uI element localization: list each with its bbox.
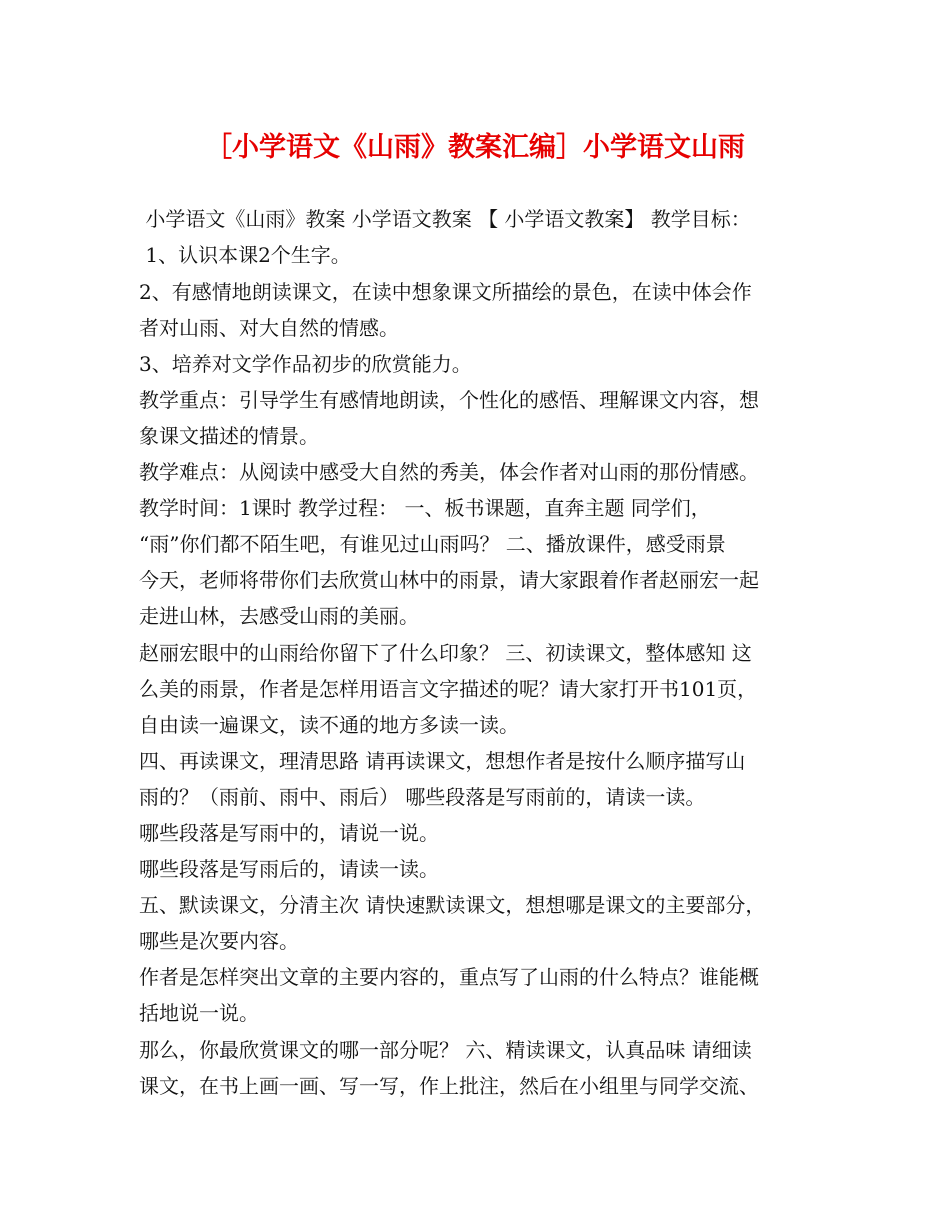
text-line: 哪些段落是写雨中的，请说一说。 xyxy=(139,821,439,845)
text-line: 走进山林，去感受山雨的美丽。 xyxy=(139,604,419,628)
text-line: 哪些段落是写雨后的，请读一读。 xyxy=(139,857,439,881)
text-line: 1、认识本课2个生字。 xyxy=(139,243,351,267)
text-line: 教学难点：从阅读中感受大自然的秀美，体会作者对山雨的那份情感。 xyxy=(139,460,759,484)
document-title: ［小学语文《山雨》教案汇编］小学语文山雨 xyxy=(205,132,745,163)
text-line: 象课文描述的情景。 xyxy=(139,424,319,448)
text-line: 雨的？（雨前、雨中、雨后） 哪些段落是写雨前的，请读一读。 xyxy=(139,785,706,809)
text-line: 五、默读课文，分清主次 请快速默读课文，想想哪是课文的主要部分， xyxy=(139,893,766,917)
text-line: 哪些是次要内容。 xyxy=(139,929,299,953)
text-line: 括地说一说。 xyxy=(139,1001,259,1025)
text-line: “雨”你们都不陌生吧，有谁见过山雨吗？ 二、播放课件，感受雨景 xyxy=(139,532,726,556)
text-line: 赵丽宏眼中的山雨给你留下了什么印象？ 三、初读课文，整体感知 这 xyxy=(139,641,752,665)
text-line: 教学重点：引导学生有感情地朗读，个性化的感悟、理解课文内容，想 xyxy=(139,388,759,412)
text-line: 四、再读课文，理清思路 请再读课文，想想作者是按什么顺序描写山 xyxy=(139,749,746,773)
text-line: 作者是怎样突出文章的主要内容的，重点写了山雨的什么特点？谁能概 xyxy=(139,965,759,989)
text-line: 3、培养对文学作品初步的欣赏能力。 xyxy=(139,352,472,376)
text-line: 小学语文《山雨》教案 小学语文教案 【 小学语文教案】 教学目标： xyxy=(139,207,751,231)
text-line: 自由读一遍课文，读不通的地方多读一读。 xyxy=(139,713,519,737)
text-line: 今天，老师将带你们去欣赏山林中的雨景，请大家跟着作者赵丽宏一起 xyxy=(139,568,759,592)
text-line: 那么，你最欣赏课文的哪一部分呢？ 六、精读课文，认真品味 请细读 xyxy=(139,1038,752,1062)
text-line: 课文，在书上画一画、写一写，作上批注，然后在小组里与同学交流、 xyxy=(139,1074,759,1098)
text-line: 2、有感情地朗读课文，在读中想象课文所描绘的景色，在读中体会作 xyxy=(139,280,752,304)
text-line: 教学时间：1课时 教学过程： 一、板书课题，直奔主题 同学们， xyxy=(139,496,711,520)
text-line: 么美的雨景，作者是怎样用语言文字描述的呢？请大家打开书101页， xyxy=(139,677,758,701)
text-line: 者对山雨、对大自然的情感。 xyxy=(139,316,399,340)
